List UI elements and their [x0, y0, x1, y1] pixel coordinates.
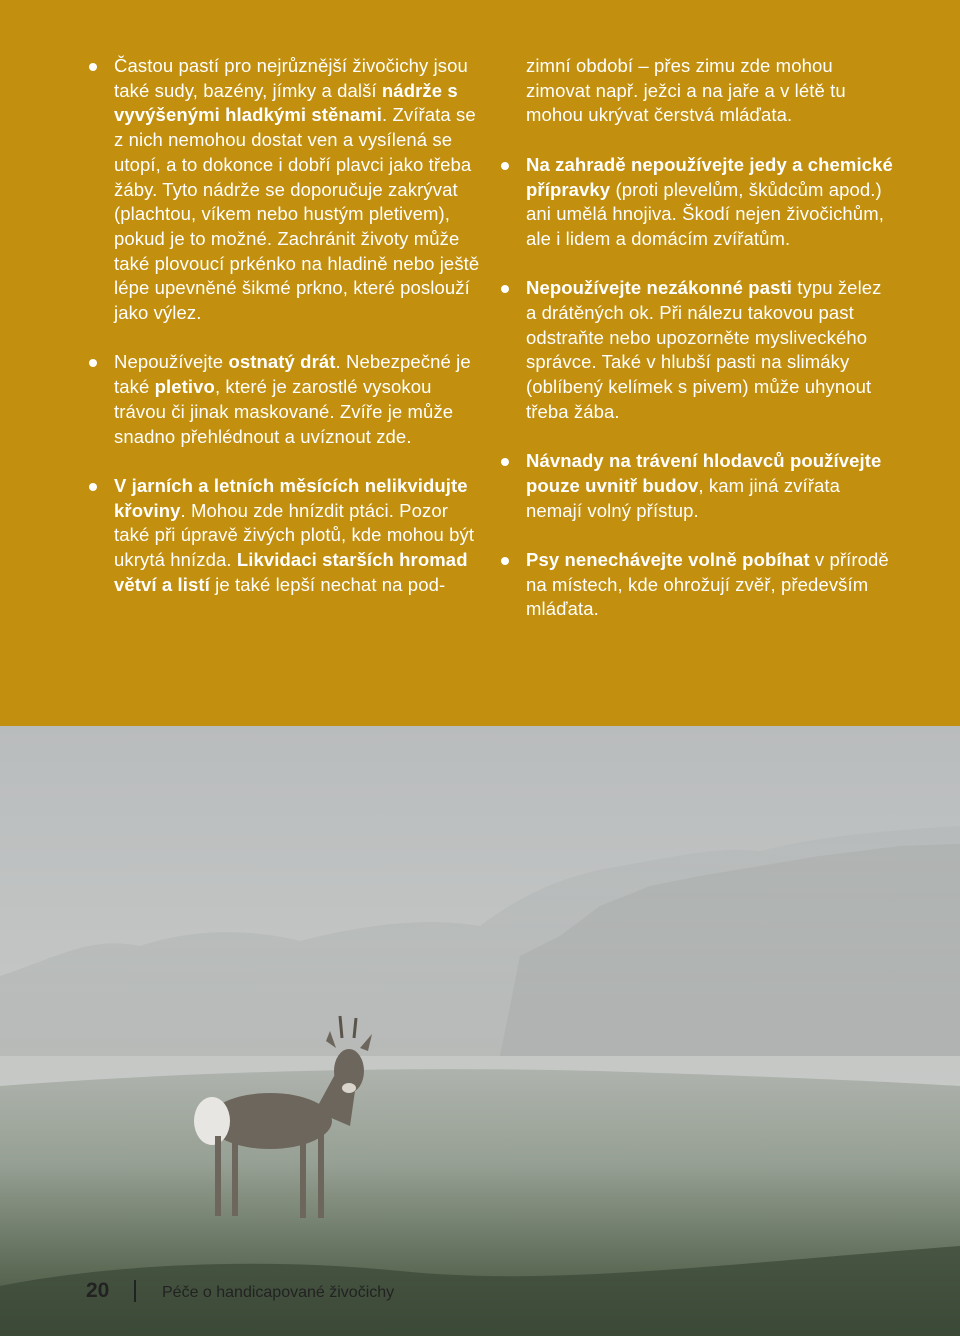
text-segment: Častou pastí pro nejrůznější živočichy jsou také sudy, bazény, jímky a další — [114, 55, 468, 101]
bullet-item — [526, 276, 896, 424]
text-segment: typu želez a drátěných ok. Při nálezu takovou past odstraňte nebo upozorněte mysliveckého správce. Také v hlubší pasti na slimáky (oblíbený kelímek s pivem) může uhynout třeba žába. — [526, 277, 882, 422]
text-segment: . Zvířata se z nich nemohou dostat ven a vysílená se utopí, a to dokonce i dobří plavci jako třeba žáby. Tyto nádrže se doporučuje zakrývat (plachtou, víkem nebo hustým pletivem), pokud je to možné. Zachránit životy může také plovoucí prkénko na hladině nebo ještě lépe upevněné šikmé prkno, které poslouží jako výlez. — [114, 104, 480, 324]
text-segment: , kam jiná zvířata nemají volný přístup. — [526, 474, 841, 521]
bullet-dot-icon — [501, 458, 509, 466]
text-segment: , které je zarostlé vysokou trávou či jinak maskované. Zvíře je může snadno přehlédnout a uvíznout zde. — [114, 376, 454, 447]
emphasis-segment: nádrže s vyvýšenými hladkými stěnami — [114, 79, 458, 126]
emphasis-segment: Psy nenechávejte volně pobíhat — [526, 549, 810, 570]
bullet-dot-icon — [89, 63, 97, 71]
continued-paragraph — [526, 54, 896, 128]
text-segment: zimní období – přes zimu zde mohou zimovat např. ježci a na jaře a v létě tu mohou ukrývat čerstvá mláďata. — [526, 55, 846, 126]
bullet-item — [526, 548, 896, 622]
emphasis-segment: Návnady na trávení hlodavců používejte pouze uvnitř budov — [526, 450, 882, 496]
text-segment: je také lepší nechat na pod- — [209, 573, 446, 595]
bullet-dot-icon — [89, 483, 97, 491]
bullet-item — [114, 350, 484, 449]
bullet-item — [114, 54, 484, 326]
bullet-item — [526, 153, 896, 252]
emphasis-segment: ostnatý drát — [228, 351, 336, 373]
text-segment: . Nebezpečné je také — [114, 351, 471, 398]
text-segment: . Mohou zde hnízdit ptáci. Pozor také při úpravě živých plotů, kde mohou být ukrytá hnízda. — [114, 499, 475, 571]
left-column — [114, 54, 484, 622]
bullet-dot-icon — [501, 162, 509, 170]
item-text — [526, 549, 889, 619]
emphasis-segment: V jarních a letních měsících nelikvidujte křoviny — [114, 474, 468, 521]
item-text — [114, 55, 479, 323]
bullet-dot-icon — [501, 557, 509, 565]
page-number: 20 — [86, 1279, 110, 1302]
text-segment: Nepoužívejte — [114, 351, 229, 373]
bullet-item — [526, 449, 896, 523]
item-text — [114, 351, 471, 446]
item-text — [526, 277, 882, 422]
bullet-dot-icon — [501, 285, 509, 293]
foggy-meadow-illustration — [0, 726, 960, 1336]
emphasis-segment: Likvidaci starších hromad větví a listí — [114, 549, 468, 595]
emphasis-segment: Nepoužívejte nezákonné pasti — [526, 277, 792, 299]
emphasis-segment: Na zahradě nepoužívejte jedy a chemické přípravky — [526, 153, 893, 200]
text-segment: v přírodě na místech, kde ohrožují zvěř, především mláďata. — [526, 549, 889, 620]
bullet-item — [114, 474, 484, 598]
emphasis-segment: pletivo — [154, 376, 215, 398]
right-column — [526, 54, 896, 647]
bullet-dot-icon — [89, 359, 97, 367]
item-text — [526, 450, 881, 520]
text-segment: (proti plevelům, škůdcům apod.) ani umělá hnojiva. Škodí nejen živočichům, ale i lidem a domácím zvířatům. — [526, 178, 884, 249]
deer-photo — [0, 726, 960, 1336]
item-text — [526, 154, 893, 249]
publication-title: Péče o handicapované živočichy — [162, 1284, 395, 1301]
footer-divider — [134, 1280, 136, 1302]
item-text — [114, 475, 474, 595]
